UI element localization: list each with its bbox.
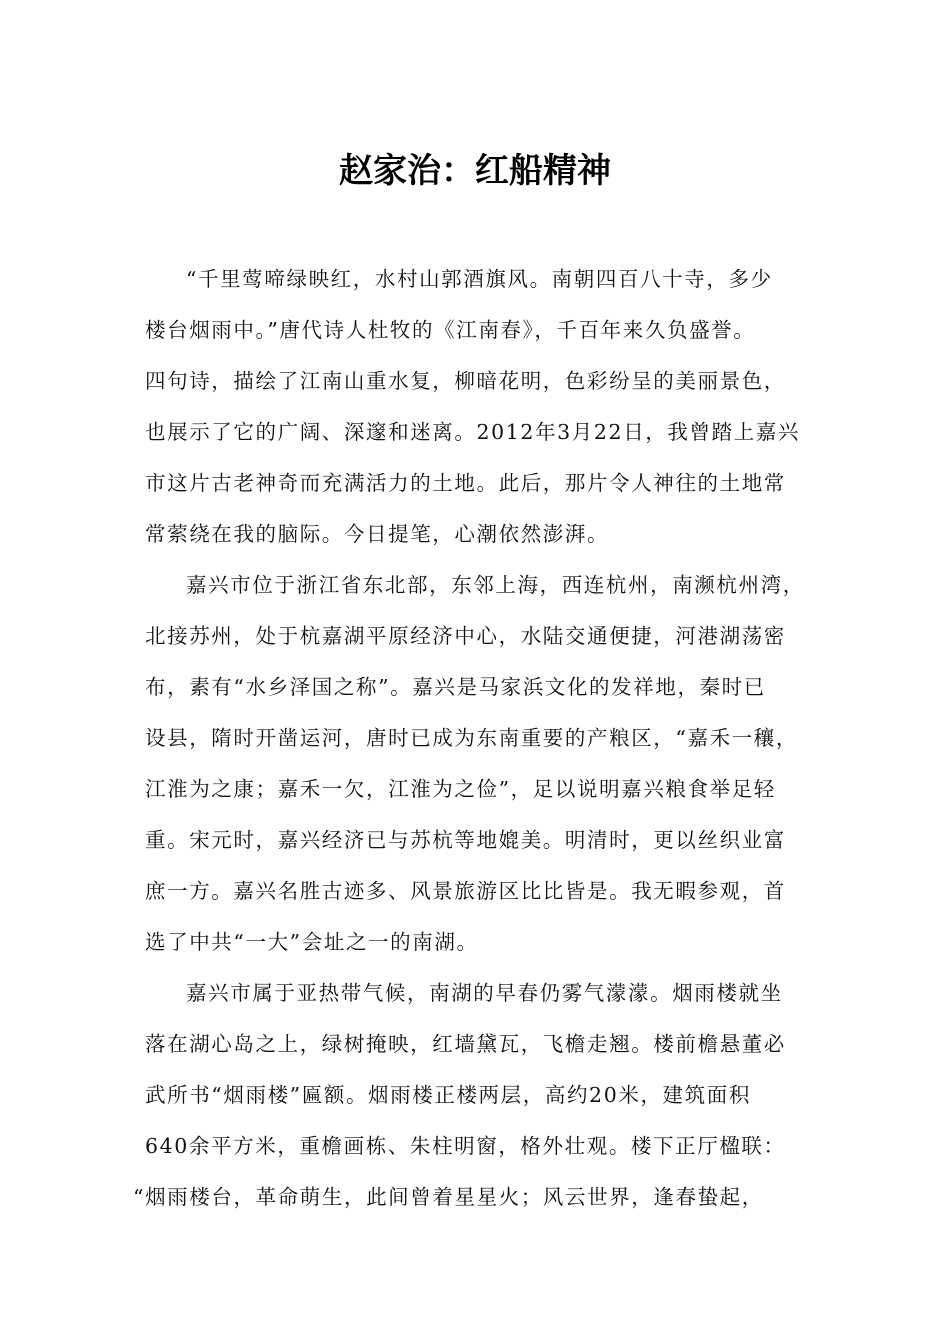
text-line: 江淮为之康；嘉禾一欠，江淮为之俭”，足以说明嘉兴粮食举足轻 bbox=[145, 777, 776, 801]
text-line: 常萦绕在我的脑际。今日提笔，心潮依然澎湃。 bbox=[145, 522, 610, 546]
text-line: 布，素有“水乡泽国之称”。嘉兴是马家浜文化的发祥地，秦时已 bbox=[145, 675, 766, 699]
document-body bbox=[133, 254, 805, 1223]
text-line: 四句诗，描绘了江南山重水复，柳暗花明，色彩纷呈的美丽景色， bbox=[145, 369, 786, 393]
paragraph-1 bbox=[145, 254, 805, 560]
text-line: 640余平方米，重檐画栋、朱柱明窗，格外壮观。楼下正厅楹联： bbox=[145, 1134, 786, 1158]
text-line: 市这片古老神奇而充满活力的土地。此后，那片令人神往的土地常 bbox=[145, 471, 786, 495]
text-line: 选了中共“一大”会址之一的南湖。 bbox=[145, 930, 479, 954]
text-line: 嘉兴市位于浙江省东北部，东邻上海，西连杭州，南濒杭州湾， bbox=[186, 573, 805, 597]
document-title: 赵家治：红船精神 bbox=[339, 151, 611, 191]
text-line: “烟雨楼台，革命萌生，此间曾着星星火；风云世界，逢春蛰起， bbox=[133, 1185, 764, 1209]
text-line: 武所书“烟雨楼”匾额。烟雨楼正楼两层，高约20米，建筑面积 bbox=[145, 1083, 751, 1107]
text-line: 也展示了它的广阔、深邃和迷离。2012年3月22日，我曾踏上嘉兴 bbox=[145, 420, 800, 444]
text-line: 设县，隋时开凿运河，唐时已成为东南重要的产粮区，“嘉禾一穰， bbox=[145, 726, 798, 750]
text-line: 嘉兴市属于亚热带气候，南湖的早春仍雾气濛濛。烟雨楼就坐 bbox=[186, 981, 783, 1005]
text-line: 落在湖心岛之上，绿树掩映，红墙黛瓦，飞檐走翘。楼前檐悬董必 bbox=[145, 1032, 786, 1056]
text-line: 重。宋元时，嘉兴经济已与苏杭等地媲美。明清时，更以丝织业富 bbox=[145, 828, 786, 852]
paragraph-3 bbox=[133, 968, 805, 1223]
text-line: 北接苏州，处于杭嘉湖平原经济中心，水陆交通便捷，河港湖荡密 bbox=[145, 624, 786, 648]
text-line: 楼台烟雨中。”唐代诗人杜牧的《江南春》，千百年来久负盛誉。 bbox=[145, 318, 756, 342]
text-line: “千里莺啼绿映红，水村山郭酒旗风。南朝四百八十寺，多少 bbox=[186, 267, 773, 291]
text-line: 庶一方。嘉兴名胜古迹多、风景旅游区比比皆是。我无暇参观，首 bbox=[145, 879, 786, 903]
paragraph-2 bbox=[145, 560, 805, 968]
